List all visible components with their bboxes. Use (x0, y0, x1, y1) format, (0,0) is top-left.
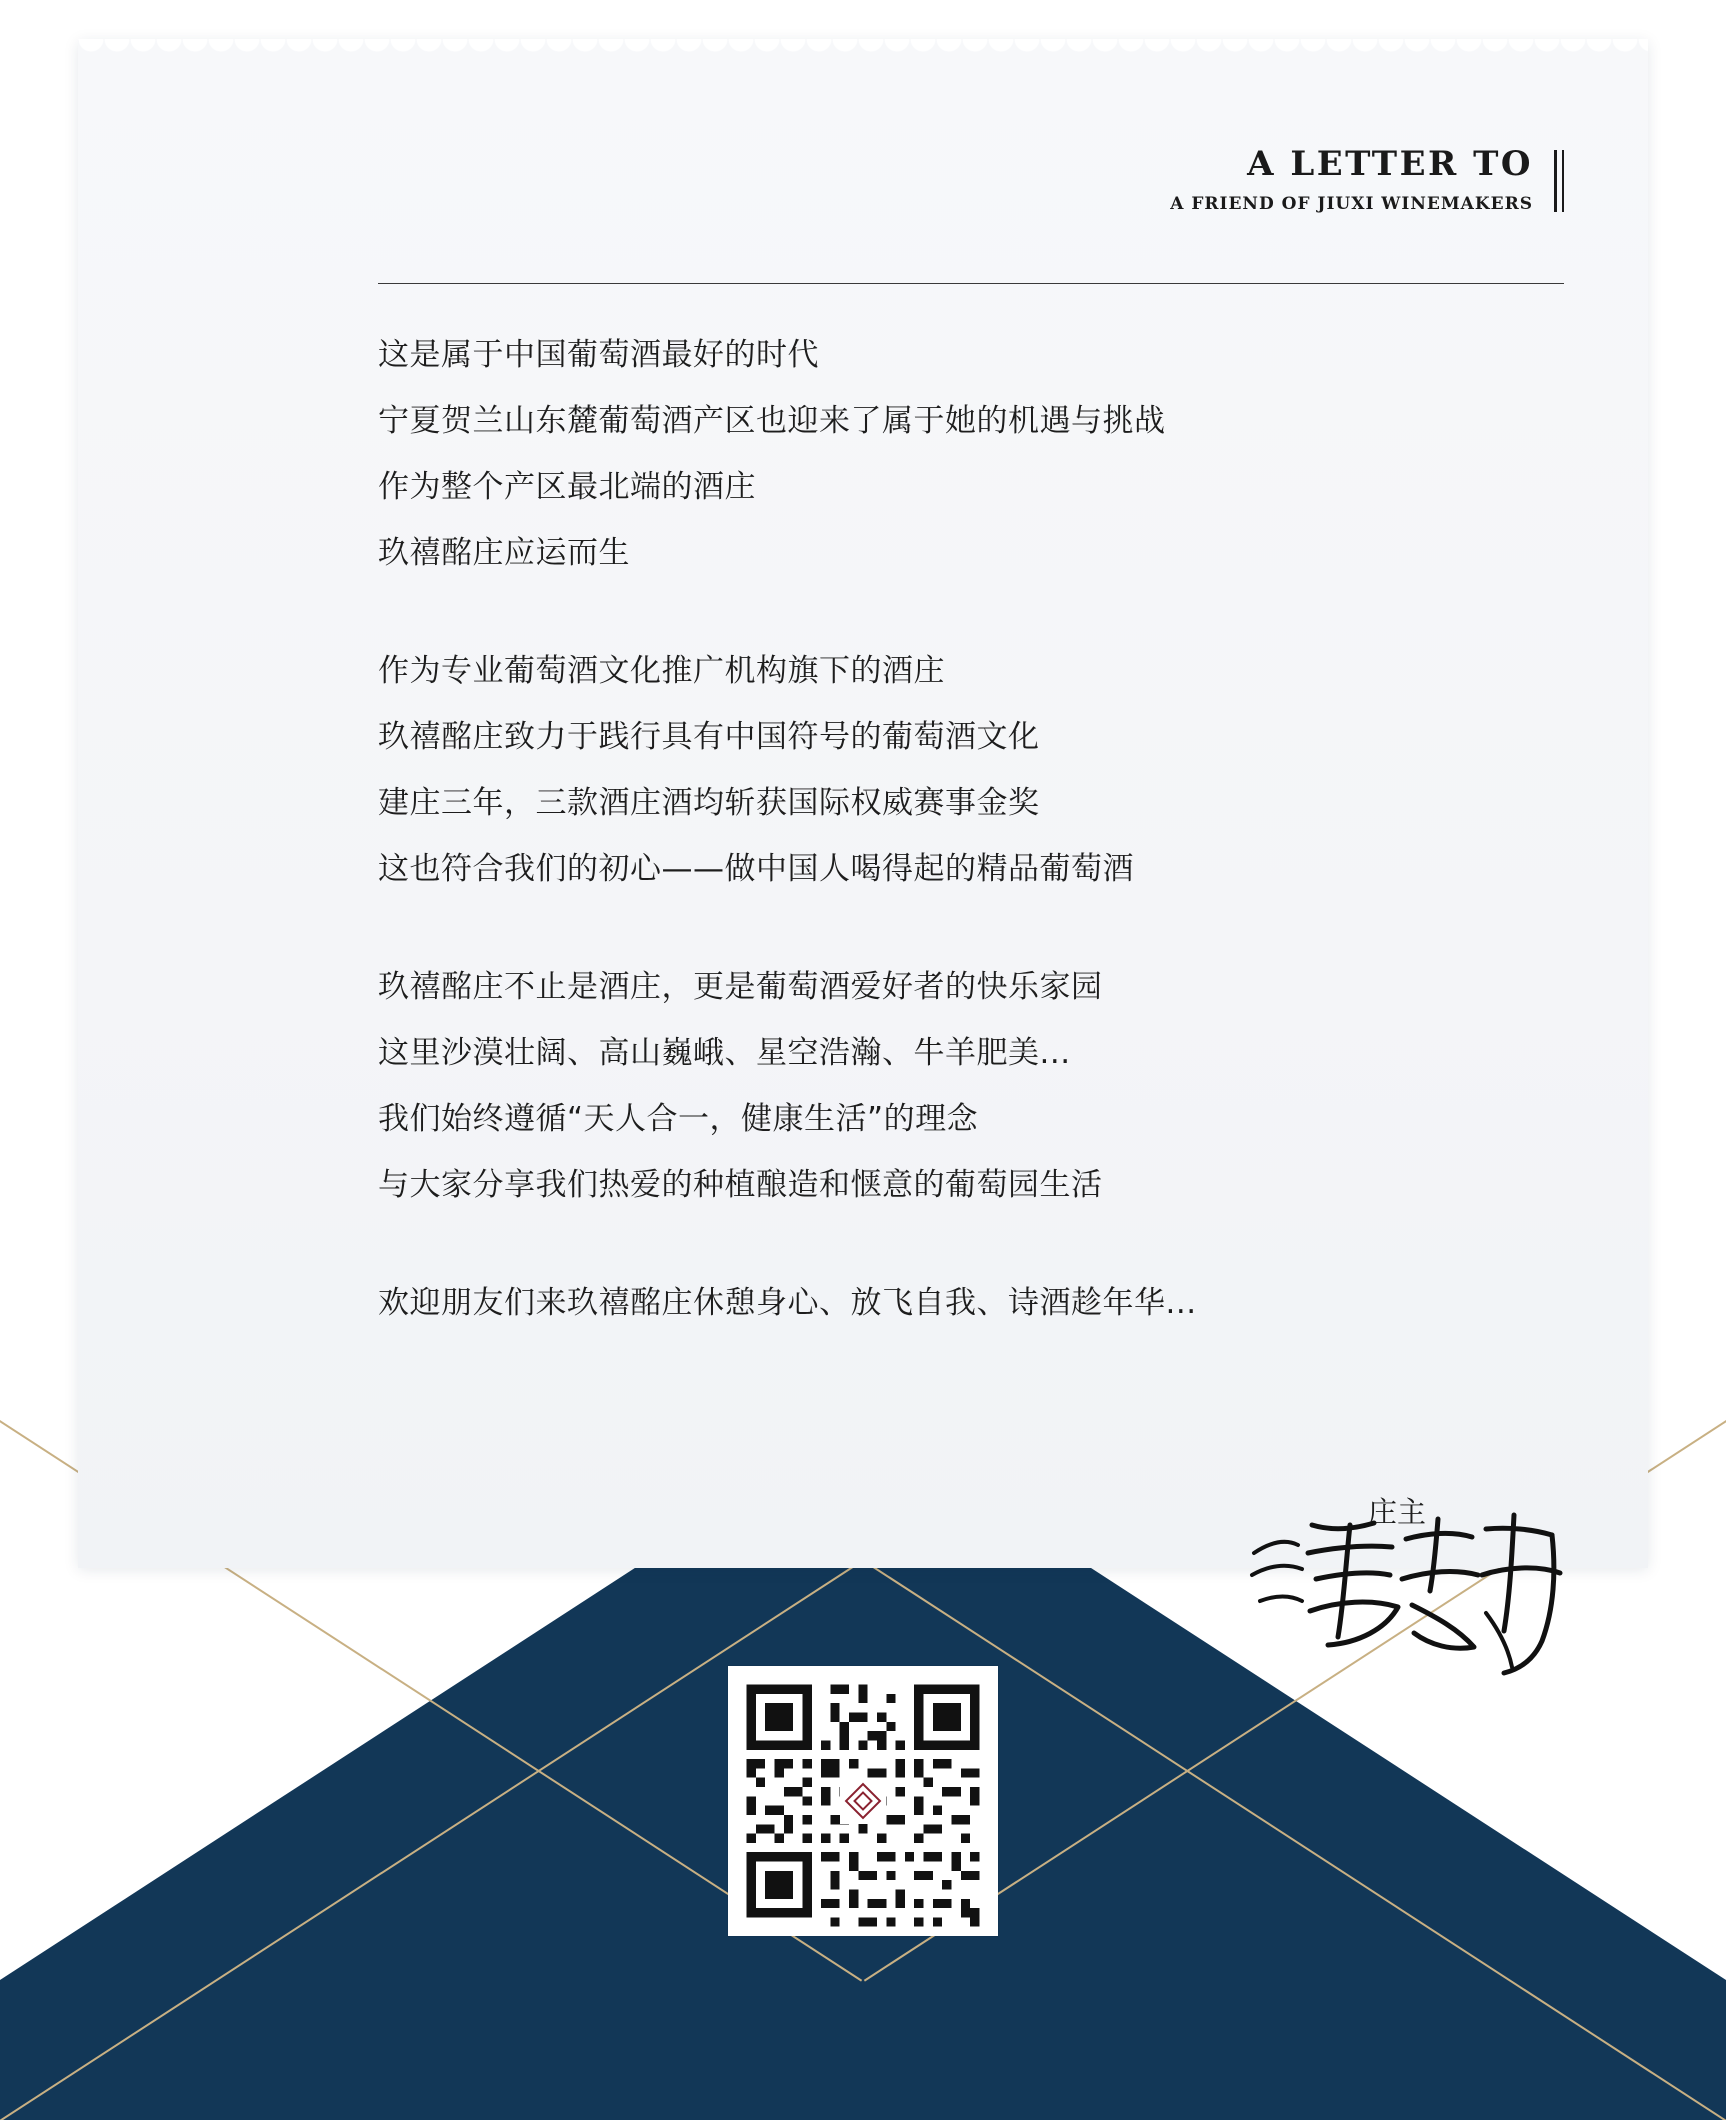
body-line: 玖禧酩庄应运而生 (378, 535, 630, 571)
paragraph-4 (378, 1270, 1558, 1336)
header-divider (378, 283, 1564, 284)
signature-label: 庄主 (1367, 1495, 1426, 1529)
letter-body (378, 322, 1558, 1336)
body-line: 与大家分享我们热爱的种植酿造和惬意的葡萄园生活 (378, 1167, 1103, 1203)
handwritten-signature (1246, 1505, 1576, 1695)
double-bar-decoration-icon (1549, 150, 1564, 212)
page-title: A LETTER TO (1247, 144, 1533, 184)
body-line: 这也符合我们的初心——做中国人喝得起的精品葡萄酒 (378, 851, 1134, 887)
letter-header (1170, 145, 1564, 214)
paragraph-2 (378, 638, 1558, 902)
body-line: 玖禧酩庄致力于践行具有中国符号的葡萄酒文化 (378, 719, 1040, 755)
qr-code[interactable] (728, 1666, 998, 1936)
qr-center-logo (840, 1778, 886, 1824)
body-line: 作为专业葡萄酒文化推广机构旗下的酒庄 (378, 653, 945, 689)
body-line: 这里沙漠壮阔、高山巍峨、星空浩瀚、牛羊肥美... (378, 1035, 1071, 1071)
letter-sheet (78, 40, 1648, 1568)
body-line: 这是属于中国葡萄酒最好的时代 (378, 337, 819, 373)
paragraph-1 (378, 322, 1558, 586)
body-line: 建庄三年，三款酒庄酒均斩获国际权威赛事金奖 (378, 785, 1040, 821)
body-line: 欢迎朋友们来玖禧酩庄休憩身心、放飞自我、诗酒趁年华... (378, 1285, 1197, 1321)
paragraph-3 (378, 954, 1558, 1218)
body-line: 宁夏贺兰山东麓葡萄酒产区也迎来了属于她的机遇与挑战 (378, 403, 1166, 439)
body-line: 玖禧酩庄不止是酒庄，更是葡萄酒爱好者的快乐家园 (378, 969, 1103, 1005)
body-line: 作为整个产区最北端的酒庄 (378, 469, 756, 505)
body-line: 我们始终遵循“天人合一，健康生活”的理念 (378, 1101, 979, 1137)
page-subtitle: A FRIEND OF JIUXI WINEMAKERS (1170, 194, 1533, 215)
